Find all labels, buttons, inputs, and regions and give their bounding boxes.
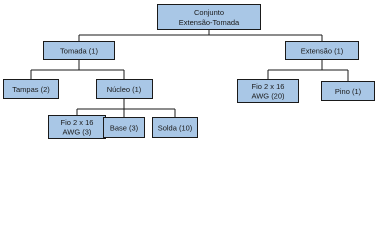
node-root-conjunto [158, 5, 261, 30]
node-tampas [4, 80, 59, 99]
node-tampas-label: Tampas (2) [12, 85, 50, 94]
node-base [104, 118, 145, 138]
node-fio-nucleo-line1: Fio 2 x 16 [60, 118, 94, 127]
node-fio-nucleo [49, 116, 106, 139]
node-extensao [286, 42, 359, 60]
node-root-line1: Conjunto [193, 8, 225, 17]
node-fio-extensao-line2: AWG (20) [251, 91, 285, 101]
node-tomada [44, 42, 115, 60]
node-root-line2: Extensão-Tomada [178, 18, 240, 27]
node-tomada-label: Tomada (1) [60, 46, 98, 56]
node-pino-label: Pino (1) [334, 87, 362, 96]
node-fio-nucleo-line2: AWG (3) [62, 127, 92, 137]
node-solda-label: Solda (10) [157, 123, 193, 133]
node-nucleo [97, 80, 153, 99]
node-base-label: Base (3) [109, 123, 139, 133]
node-fio-extensao-line1: Fio 2 x 16 [251, 82, 285, 91]
node-extensao-label: Extensão (1) [300, 46, 344, 56]
node-fio-extensao [238, 80, 299, 103]
node-pino [322, 82, 375, 101]
node-nucleo-label: Núcleo (1) [106, 85, 142, 94]
node-solda [153, 118, 198, 138]
